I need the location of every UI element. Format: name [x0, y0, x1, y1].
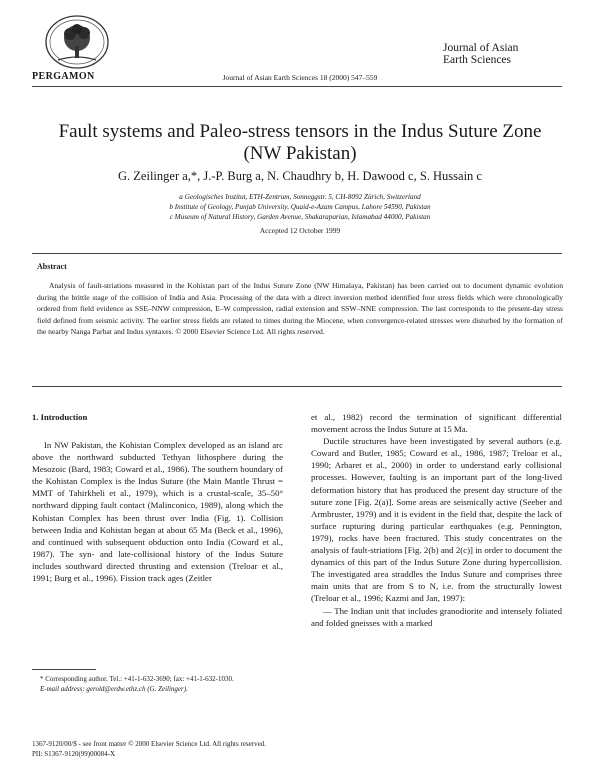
- accepted-date: Accepted 12 October 1999: [259, 226, 341, 235]
- title-line-1: Fault systems and Paleo-stress tensors in the Indus Suture Zone: [58, 121, 542, 142]
- copyright-line: 1367-9120/00/$ - see front matter © 2000 Elsevier Science Ltd. All rights reserved.: [32, 740, 266, 748]
- left-column: [32, 439, 283, 584]
- pergamon-logo-icon: [44, 14, 110, 70]
- pii-line: PII: S1367-9120(99)00084-X: [32, 750, 116, 758]
- journal-brand: [443, 42, 518, 66]
- publisher-name: PERGAMON: [32, 71, 95, 82]
- header-rule: [32, 86, 562, 87]
- ductile-paragraph: Ductile structures have been investigated by several authors (e.g. Coward and Butler, 1985; Coward et al., 1986, 1987; Treloar et al., 1990; Arbaret et al., 2000) in order to understand early collisional processes. However, faulting is an important part of the long-lived deformation history that has produced the present day structure of the suture zone [Fig. 2(a)]. Some areas are seismically active (Seeber and Armbruster, 1979) and it is evident in the field that, despite the lack of surface rupturing during particular earthquakes (e.g. Pennington, 1979), rocks have been fractured. This study concentrates on the analysis of fault-striations [Fig. 2(b) and 2(c)] in order to document the dynamics of this part of the Indus Suture Zone during hypercollision. The investigated area straddles the Indus Suture and comprises three main units that are from S to N, i.e. from the structurally lowest (Treloar et al., 1996; Kazmi and Jan, 1997):: [311, 436, 562, 604]
- abstract-top-rule: [32, 253, 562, 254]
- affiliation-b: b Institute of Geology, Punjab University, Quaid-e-Azam Campus, Lahore 54590, Pakistan: [169, 203, 431, 211]
- abstract-bottom-rule: [32, 386, 562, 387]
- section-heading: 1. Introduction: [32, 412, 88, 422]
- journal-brand-line2: Earth Sciences: [443, 54, 512, 66]
- affiliation-c: c Museum of Natural History, Garden Avenue, Shakaraparian, Islamabad 44000, Pakistan: [169, 213, 431, 221]
- continuation-paragraph: et al., 1982) record the termination of significant differential movement across the Indus Suture at 15 Ma.: [311, 412, 562, 435]
- abstract-text: Analysis of fault-striations measured in the Kohistan part of the Indus Suture Zone (NW Himalaya, Pakistan) has been carried out to document dynamic evolution during the brittle stage of the collision of India and Asia. Processing of the data with a direct inversion method identified four stress fields which were chronologically ordered from field evidence as SSE–NNW compression, E–W compression, radial extension and SSW–NNE compression. The last corresponds to the present-day stress field defined from seismic activity. The earlier stress fields are related to times during the Miocene, when convergence-related stresses were disturbed by the formation of the nearby Nanga Parbat and Indus syntaxes. © 2000 Elsevier Science Ltd. All rights reserved.: [37, 281, 563, 337]
- footnote-rule: [32, 669, 96, 670]
- front-matter: [32, 739, 266, 759]
- journal-brand-line1: Journal of Asian: [443, 42, 519, 54]
- affiliations: [20, 192, 580, 222]
- unit-list-item: — The Indian unit that includes granodiorite and intensely foliated and folded gneisses with a marked: [311, 605, 562, 628]
- intro-paragraph: In NW Pakistan, the Kohistan Complex developed as an island arc above the northward subducted Tethyan lithosphere during the Mesozoic (Bard, 1983; Coward et al., 1986). The southern boundary of the Kohistan Complex is the Indus Suture (the Main Mantle Thrust = MMT of Tahirkheli et al., 1979), which is a crustal-scale, 35–50° northward dipping fault contact (Malinconico, 1989), along which the Kohistan Complex has been thrust over India (Fig. 1). Collision between India and Kohistan began at about 65 Ma (Beck et al., 1996), and continued with subsequent obduction onto India (Coward et al., 1987). The syn- and late-collisional history of the Indus Suture includes southward directed thrusting and extension (Treloar et al., 1991; Burg et al., 1996). Fission track ages (Zeitler: [32, 440, 283, 584]
- affiliation-a: a Geologisches Institut, ETH-Zentrum, Sonneggstr. 5, CH-8092 Zürich, Switzerland: [179, 193, 421, 201]
- title-line-2: (NW Pakistan): [243, 143, 357, 164]
- author-list: G. Zeilinger a,*, J.-P. Burg a, N. Chaudhry b, H. Dawood c, S. Hussain c: [118, 169, 482, 183]
- footnotes: [32, 674, 283, 694]
- corresponding-author-note: * Corresponding author. Tel.: +41-1-632-3690; fax: +41-1-632-1030.: [40, 675, 234, 683]
- email-note: E-mail address: gerold@erdw.ethz.ch (G. Zeilinger).: [40, 685, 188, 693]
- journal-reference: Journal of Asian Earth Sciences 18 (2000) 547–559: [222, 73, 378, 82]
- article-title: [20, 121, 580, 165]
- abstract-heading: Abstract: [37, 262, 67, 271]
- right-column: [311, 411, 562, 629]
